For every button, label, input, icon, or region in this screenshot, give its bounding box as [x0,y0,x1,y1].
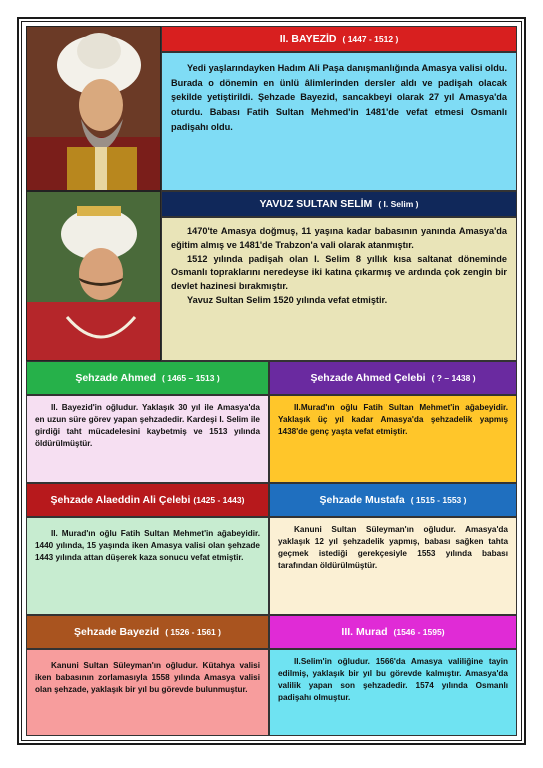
bayezid-ii-text-box [161,52,517,191]
sehzade-bayezid-name: Şehzade Bayezid [74,626,160,638]
bayezid-ii-text: Yedi yaşlarındayken Hadım Ali Paşa danışmanlığında Amasya valisi oldu. Burada o dönemin en ünlü âlimlerinden dersler aldı ve padişah olacak şekilde yetiştirildi. Şehzade Bayezid, sancakbeyi olarak 27 yıl Amasya'da oturdu. Babası Fatih Sultan Mehmed'in 1481'de vefat etmesi Osmanlı padişahı oldu. [171,63,507,132]
portrait-illustration-icon [27,27,161,191]
yavuz-text-1: 1470'te Amasya doğmuş, 11 yaşına kadar babasının yanında Amasya'da eğitim almış ve 1481'de Trabzon'a vali olarak atanmıştır. [171,226,507,250]
ahmed-celebi-dates: ( ? – 1438 ) [431,373,476,383]
sehzade-bayezid-text-box [26,649,269,736]
ahmed-name: Şehzade Ahmed [75,372,157,384]
alaeddin-text: II. Murad'ın oğlu Fatih Sultan Mehmet'in ağabeyidir. 1440 yılında, 15 yaşında iken Amasya valisi olan şehzade 1443 yılında attan düşerek kaza sonucu vefat etmiştir. [35,529,260,562]
mustafa-dates: ( 1515 - 1553 ) [410,495,467,505]
ahmed-celebi-text-box [269,395,517,483]
murad-iii-text-box [269,649,517,736]
yavuz-text-box [161,217,517,361]
yavuz-text-2: 1512 yılında padişah olan I. Selim 8 yıllık kısa saltanat döneminde Osmanlı topraklarını neredeyse iki katına çıkarmış ve ardında çok zengin bir devlet hazinesi bırakmıştır. [171,253,507,292]
sehzade-bayezid-dates: ( 1526 - 1561 ) [165,627,221,637]
ahmed-celebi-title [269,361,517,395]
portrait-illustration-icon [27,192,161,361]
bayezid-ii-dates: ( 1447 - 1512 ) [342,34,399,44]
murad-iii-text: II.Selim'in oğludur. 1566'da Amasya valiliğine tayin edilmiş, yaklaşık bir yıl bu görevde kalmıştır. Amasya'da valilik yapan son şehzadedir. 1574 yılında Osmanlı padişahı olmuştur. [278,657,508,702]
alaeddin-title [26,483,269,517]
murad-iii-name: III. Murad [341,626,388,638]
sehzade-bayezid-title [26,615,269,649]
murad-iii-dates: (1546 - 1595) [393,627,445,637]
bayezid-ii-name: II. BAYEZİD [279,33,337,45]
alaeddin-text-box [26,517,269,615]
bayezid-ii-title [161,26,517,52]
yavuz-text-3: Yavuz Sultan Selim 1520 yılında vefat etmiştir. [187,294,388,305]
ahmed-text: II. Bayezid'in oğludur. Yaklaşık 30 yıl ile Amasya'da en uzun süre görev yapan şehzadedir. Kardeşi I. Selim ile girdiği taht mücadelesini kaybetmiş ve 1513 yılında öldürülmüştür. [35,403,260,448]
murad-iii-title [269,615,517,649]
mustafa-text-box [269,517,517,615]
yavuz-title [161,191,517,217]
alaeddin-dates: (1425 - 1443) [193,495,245,505]
yavuz-dates: ( I. Selim ) [378,199,419,209]
alaeddin-name: Şehzade Alaeddin Ali Çelebi [50,494,191,506]
yavuz-name: YAVUZ SULTAN SELİM [259,198,373,210]
ahmed-dates: ( 1465 – 1513 ) [162,373,220,383]
mustafa-title [269,483,517,517]
mustafa-name: Şehzade Mustafa [319,494,405,506]
mustafa-text: Kanuni Sultan Süleyman'ın oğludur. Amasya'da yaklaşık 12 yıl şehzadelik yapmış, babası sağken tahta geçmek istediği gerekçesiyle 1553 yılında babası tarafından öldürülmüştür. [278,525,508,570]
ahmed-celebi-text: II.Murad'ın oğlu Fatih Sultan Mehmet'in ağabeyidir. Yaklaşık üç yıl kadar Amasya'da şehzadelik yapmış 1438'de genç yaşta vefat etmiştir. [278,403,508,436]
ahmed-text-box [26,395,269,483]
ahmed-celebi-name: Şehzade Ahmed Çelebi [310,372,426,384]
bayezid-ii-portrait [26,26,161,191]
sehzade-bayezid-text: Kanuni Sultan Süleyman'ın oğludur. Kütahya valisi iken babasının zorlamasıyla 1558 yılında Amasya valisi olan şehzade, yaklaşık bir yıl bu görevde bulunmuştur. [35,661,260,694]
ahmed-title [26,361,269,395]
yavuz-portrait [26,191,161,361]
